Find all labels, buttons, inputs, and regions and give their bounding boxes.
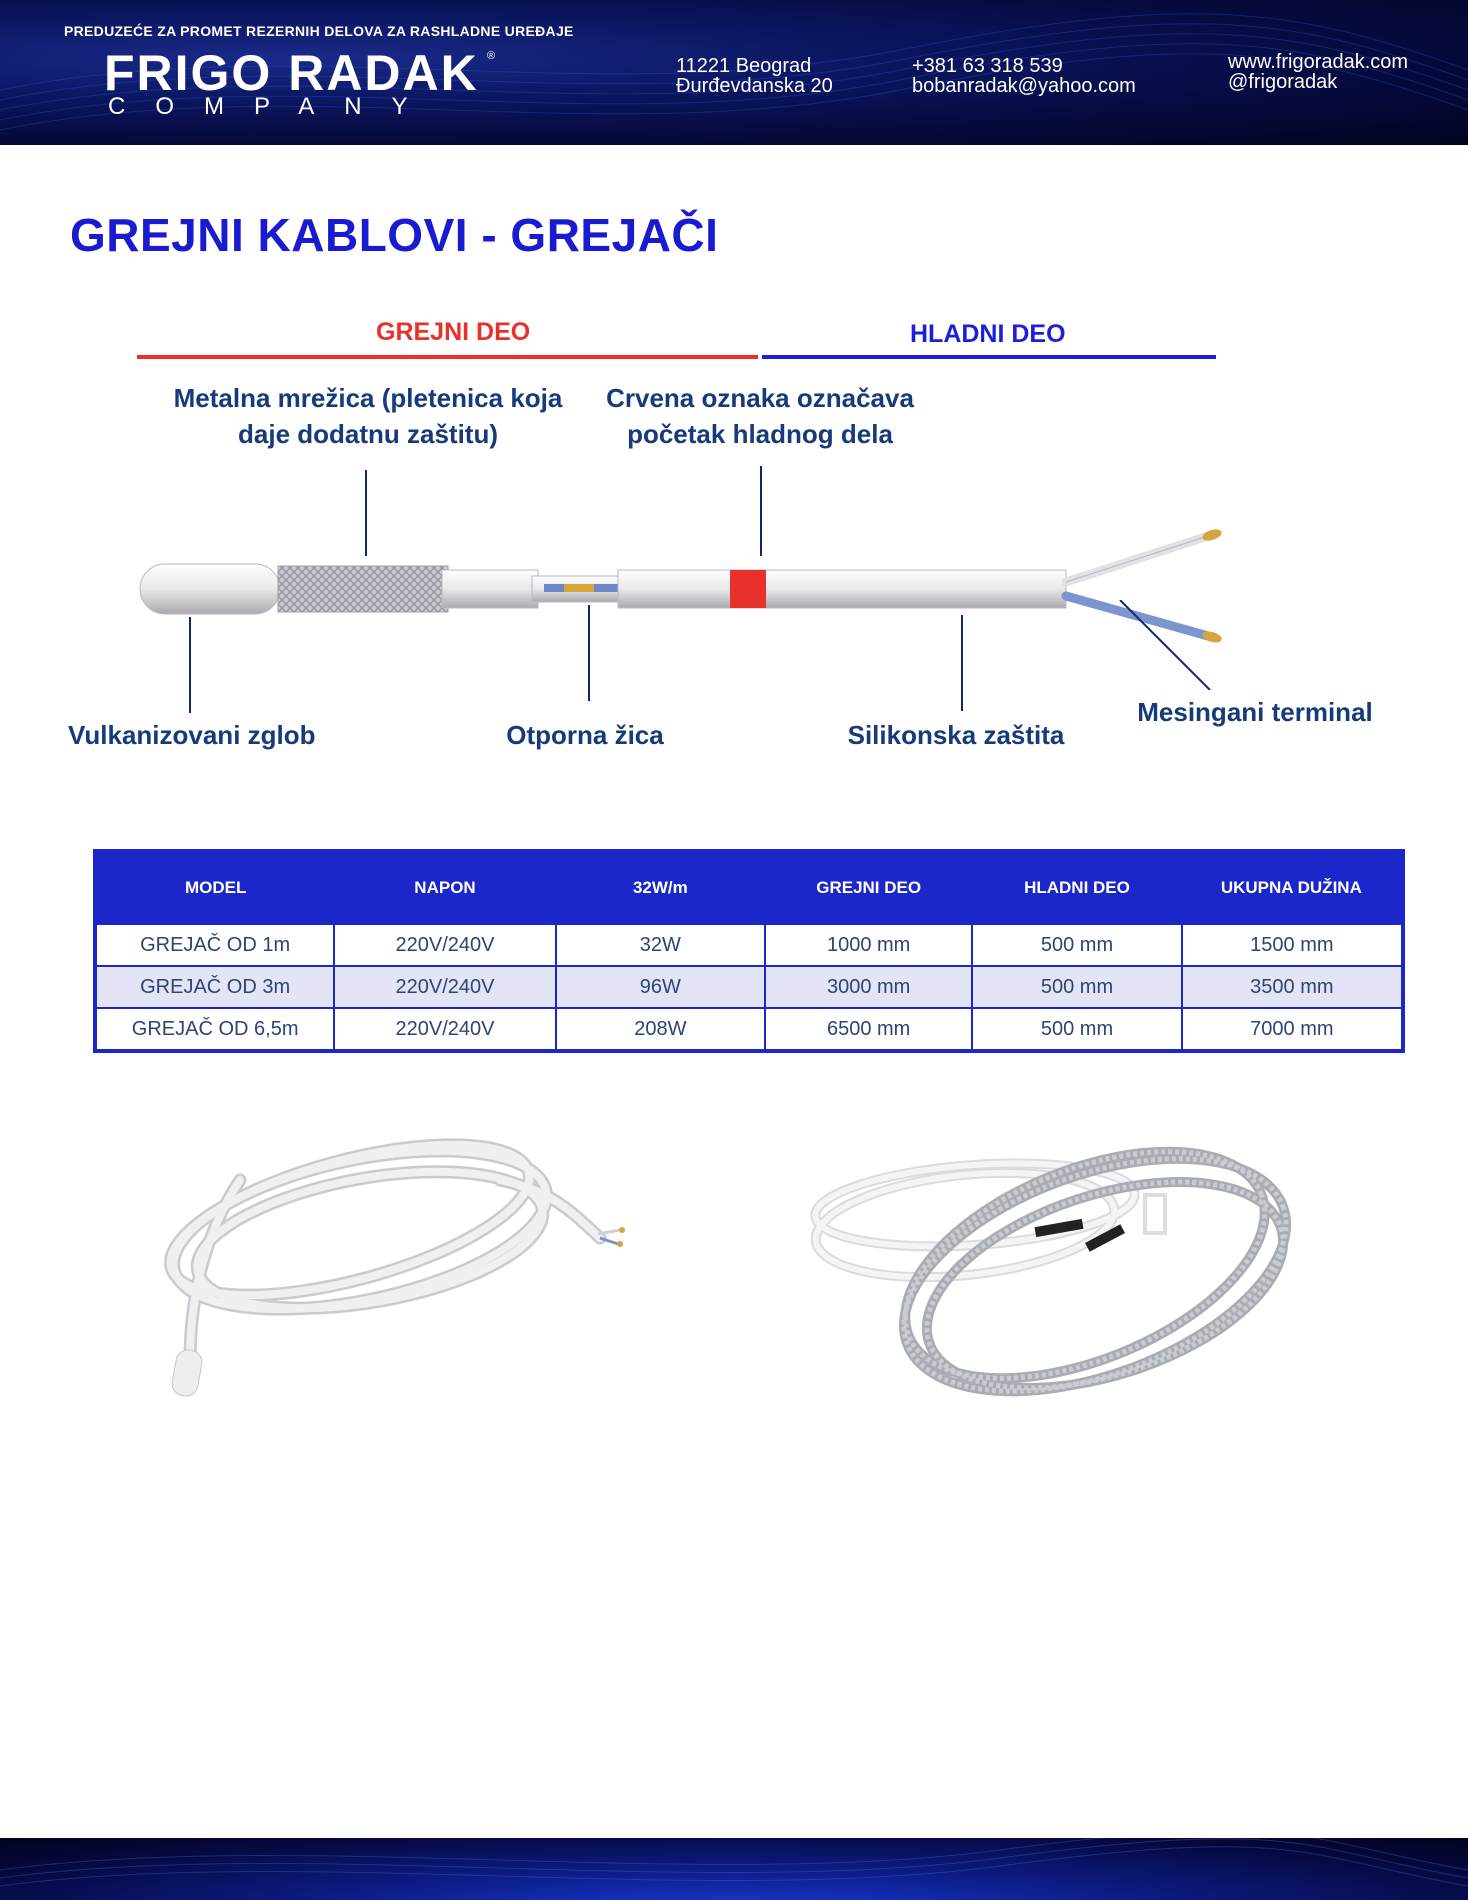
leader-joint: [189, 617, 191, 713]
table-header-row: [95, 851, 1403, 924]
callout-red-mark: [600, 380, 920, 452]
table-cell: GREJAČ OD 6,5m: [95, 1008, 334, 1051]
silicone-heater-cable-photo: [150, 1120, 630, 1410]
leader-terminal: [1100, 600, 1220, 690]
spec-table: [93, 849, 1405, 1053]
table-cell: 220V/240V: [334, 1008, 555, 1051]
cold-zone-label: HLADNI DEO: [910, 320, 1066, 348]
callout-mark-line2: početak hladnog dela: [627, 419, 893, 449]
address-block: [676, 56, 833, 96]
callout-terminal: Mesingani terminal: [1137, 697, 1373, 727]
address-street: Đurđevdanska 20: [676, 75, 833, 97]
col-header-total-length: UKUPNA DUŽINA: [1182, 851, 1403, 924]
cold-zone-line: [762, 355, 1216, 359]
footer-banner: [0, 1838, 1468, 1900]
table-cell: GREJAČ OD 3m: [95, 966, 334, 1008]
web-block: [1228, 52, 1408, 92]
website-link[interactable]: www.frigoradak.com: [1228, 51, 1409, 73]
col-header-power: 32W/m: [556, 851, 765, 924]
table-cell: 208W: [556, 1008, 765, 1051]
col-header-voltage: NAPON: [334, 851, 555, 924]
social-handle[interactable]: @frigoradak: [1228, 71, 1338, 93]
contact-block: [912, 56, 1136, 96]
hot-zone-label: GREJNI DEO: [376, 318, 531, 346]
phone-number[interactable]: +381 63 318 539: [912, 55, 1063, 77]
company-tagline: PREDUZEĆE ZA PROMET REZERNIH DELOVA ZA RASHLADNE UREĐAJE: [64, 23, 574, 39]
table-cell: 3500 mm: [1182, 966, 1403, 1008]
callout-joint: Vulkanizovani zglob: [68, 720, 316, 750]
table-cell: GREJAČ OD 1m: [95, 924, 334, 966]
table-cell: 6500 mm: [765, 1008, 972, 1051]
col-header-model: MODEL: [95, 851, 334, 924]
leader-silicone: [961, 615, 963, 711]
logo-subtitle: COMPANY: [108, 93, 438, 120]
table-cell: 7000 mm: [1182, 1008, 1403, 1051]
table-cell: 96W: [556, 966, 765, 1008]
table-row: [95, 924, 1403, 966]
table-cell: 220V/240V: [334, 966, 555, 1008]
registered-mark: ®: [487, 50, 496, 62]
col-header-cold-length: HLADNI DEO: [972, 851, 1181, 924]
table-row: [95, 1008, 1403, 1051]
heating-cable-diagram: [130, 520, 1240, 660]
table-cell: 500 mm: [972, 966, 1181, 1008]
callout-braid: [168, 380, 568, 452]
header-banner: [0, 0, 1468, 145]
footer-wave-decoration: [0, 1838, 1468, 1900]
hot-zone-line: [137, 355, 758, 359]
table-cell: 3000 mm: [765, 966, 972, 1008]
leader-wire: [588, 605, 590, 701]
callout-braid-line1: Metalna mrežica (pletenica koja: [173, 383, 563, 413]
red-marker: [730, 570, 766, 608]
email-address[interactable]: bobanradak@yahoo.com: [912, 75, 1136, 97]
table-cell: 1000 mm: [765, 924, 972, 966]
table-row: [95, 966, 1403, 1008]
callout-braid-line2: daje dodatnu zaštitu): [238, 419, 498, 449]
table-cell: 220V/240V: [334, 924, 555, 966]
page-title: GREJNI KABLOVI - GREJAČI: [70, 209, 719, 261]
callout-mark-line1: Crvena oznaka označava: [606, 383, 914, 413]
address-city: 11221 Beograd: [676, 55, 812, 77]
col-header-hot-length: GREJNI DEO: [765, 851, 972, 924]
table-cell: 500 mm: [972, 1008, 1181, 1051]
callout-silicone: Silikonska zaštita: [847, 720, 1065, 750]
table-cell: 500 mm: [972, 924, 1181, 966]
logo-wordmark: FRIGO RADAK: [104, 45, 479, 101]
table-cell: 32W: [556, 924, 765, 966]
callout-wire: Otporna žica: [506, 720, 664, 750]
table-cell: 1500 mm: [1182, 924, 1403, 966]
braided-heater-cable-photo: [795, 1125, 1355, 1415]
